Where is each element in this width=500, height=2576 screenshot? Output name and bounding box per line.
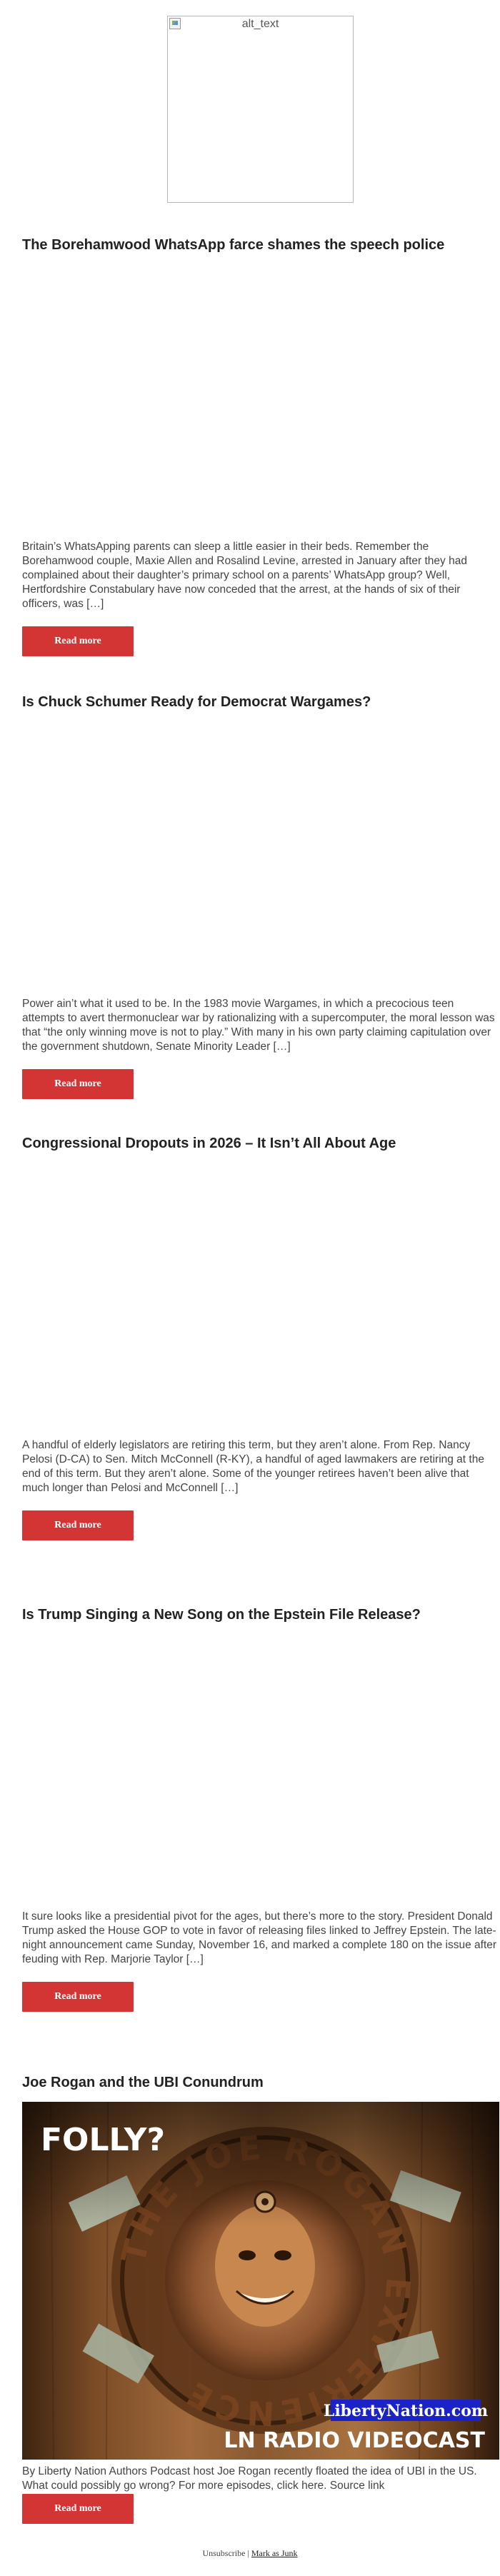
article-4: [22, 1605, 499, 2002]
podcast-thumbnail[interactable]: [22, 2102, 499, 2460]
article-excerpt: A handful of elderly legislators are retiring this term, but they aren’t alone. From Rep. Nancy Pelosi (D-CA) to Sen. Mitch McConnell (R-KY), a handful of aged lawmakers are retiring at the end of this term. But they aren’t alone. Some of the younger retirees haven’t been alive that much longer than Pelosi and McConnell […]: [22, 1439, 484, 1494]
article-image: [22, 266, 499, 551]
read-more-button[interactable]: Read more: [22, 1510, 134, 1540]
read-more-button[interactable]: Read more: [22, 1069, 134, 1099]
podcast-headline: FOLLY?: [41, 2122, 166, 2158]
brand-text: LibertyNation.com: [323, 2402, 489, 2420]
article-image: [22, 1164, 499, 1450]
podcast-artwork: [22, 2102, 499, 2460]
article-excerpt: Power ain’t what it used to be. In the 1983 movie Wargames, in which a precocious teen attempts to avert thermonuclear war by rationalizing with a supercomputer, the moral lesson was that “the only winning move is not to play.” With many in his own party claiming capitulation over the government shutdown, Senate Minority Leader […]: [22, 998, 495, 1053]
article-title[interactable]: Congressional Dropouts in 2026 – It Isn’t All About Age: [22, 1136, 396, 1151]
article-title[interactable]: Joe Rogan and the UBI Conundrum: [22, 2075, 264, 2090]
article-title[interactable]: The Borehamwood WhatsApp farce shames the speech police: [22, 237, 445, 253]
article-excerpt: It sure looks like a presidential pivot for the ages, but there’s more to the story. President Donald Trump asked the House GOP to vote in favor of releasing files linked to Jeffrey Epstein. The late-night announcement came Sunday, November 16, and marked a complete 180 on the issue after feuding with Rep. Marjorie Taylor […]: [22, 1910, 497, 1965]
article-title[interactable]: Is Chuck Schumer Ready for Democrat Wargames?: [22, 694, 371, 710]
article-image: [22, 723, 499, 1008]
article-1: [22, 236, 499, 646]
article-5: [22, 2073, 499, 2514]
article-image: [22, 1635, 499, 1921]
footer-separator: |: [247, 2548, 249, 2558]
logo-alt-text: alt_text: [241, 18, 279, 30]
article-title[interactable]: Is Trump Singing a New Song on the Epstein File Release?: [22, 1607, 421, 1623]
mark-junk-link[interactable]: Mark as Junk: [251, 2548, 298, 2558]
article-excerpt: By Liberty Nation Authors Podcast host Joe Rogan recently floated the idea of UBI in the US. What could possibly go wrong? For more episodes, click here. Source link: [22, 2465, 477, 2492]
read-more-button[interactable]: Read more: [22, 626, 134, 656]
header-logo-image: [167, 16, 354, 203]
read-more-button[interactable]: Read more: [22, 2494, 134, 2524]
unsubscribe-link[interactable]: Unsubscribe: [202, 2548, 246, 2558]
email-footer: [0, 2548, 500, 2559]
read-more-button[interactable]: Read more: [22, 1982, 134, 2012]
article-excerpt: Britain’s WhatsApping parents can sleep a little easier in their beds. Remember the Borehamwood couple, Maxie Allen and Rosalind Levine, arrested in January after they had complained about their daughter’s primary school on a parents’ WhatsApp group? Well, Hertfordshire Constabulary have now conceded that the arrest, at the hands of six of their officers, was […]: [22, 541, 467, 610]
show-name: LN RADIO VIDEOCAST: [224, 2428, 485, 2453]
article-3: [22, 1134, 499, 1530]
article-2: [22, 693, 499, 1089]
